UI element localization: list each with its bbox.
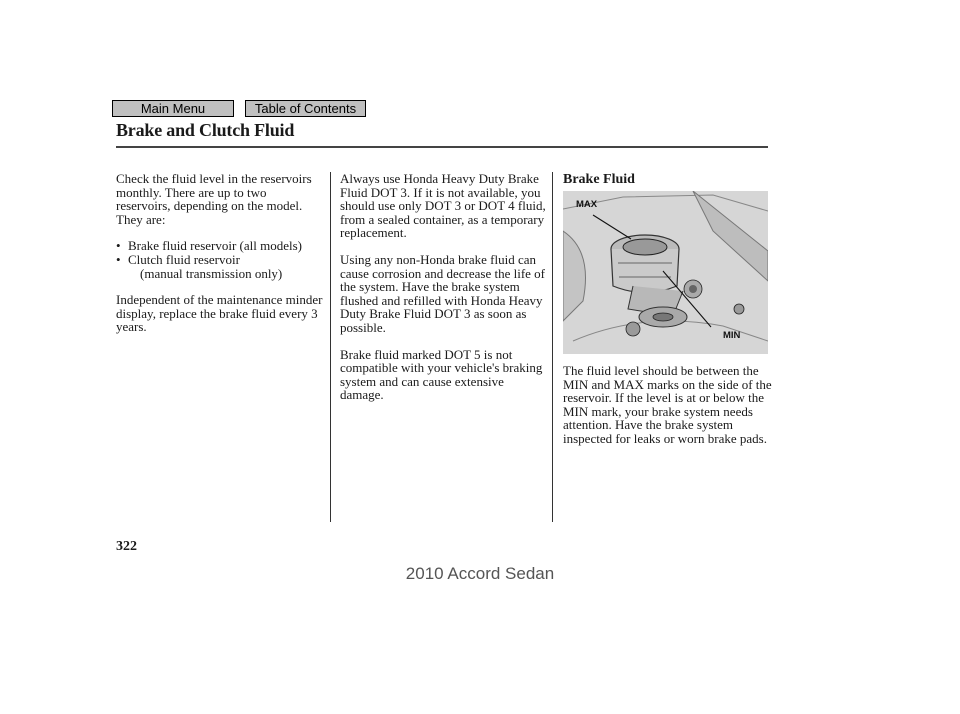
brake-reservoir-figure <box>563 191 768 354</box>
page-title: Brake and Clutch Fluid <box>116 120 295 140</box>
min-label: MIN <box>723 330 741 341</box>
main-menu-button[interactable]: Main Menu <box>112 100 234 117</box>
dot5-paragraph: Brake fluid marked DOT 5 is not compatible with your vehicle's braking system and can cause extensive damage. <box>340 346 543 403</box>
page-number: 322 <box>116 539 137 554</box>
column-divider <box>552 172 553 522</box>
list-item <box>116 253 324 280</box>
reservoir-list <box>116 239 324 280</box>
footer-watermark: 2010 Accord Sedan <box>405 564 555 583</box>
list-item-text: Clutch fluid reservoir <box>128 251 240 267</box>
column-2 <box>340 172 550 415</box>
intro-paragraph: Check the fluid level in the reservoirs monthly. There are up to two reservoirs, depending on the model. They are: <box>116 171 312 227</box>
section-heading: Brake Fluid <box>563 172 635 187</box>
fluid-type-paragraph: Always use Honda Heavy Duty Brake Fluid DOT 3. If it is not available, you should use only DOT 3 or DOT 4 fluid, from a sealed container, as a temporary replacement. <box>340 171 546 241</box>
column-3 <box>563 364 773 459</box>
table-of-contents-button[interactable]: Table of Contents <box>245 100 366 117</box>
replacement-paragraph: Independent of the maintenance minder display, replace the brake fluid every 3 years. <box>116 292 323 335</box>
list-item: • Brake fluid reservoir (all models) <box>116 239 324 253</box>
column-divider <box>330 172 331 522</box>
max-label: MAX <box>576 199 598 210</box>
column-1 <box>116 172 324 347</box>
list-item-note: (manual transmission only) <box>140 265 283 281</box>
fluid-level-paragraph: The fluid level should be between the MIN and MAX marks on the side of the reservoir. If the level is at or below the MIN mark, your brake system needs attention. Have the brake system inspected for leaks or worn brake pads. <box>563 363 772 446</box>
non-honda-paragraph: Using any non-Honda brake fluid can cause corrosion and decrease the life of the system. Have the brake system flushed and refilled with Honda Heavy Duty Brake Fluid DOT 3 as soon as possible. <box>340 251 546 335</box>
title-divider <box>116 146 768 148</box>
